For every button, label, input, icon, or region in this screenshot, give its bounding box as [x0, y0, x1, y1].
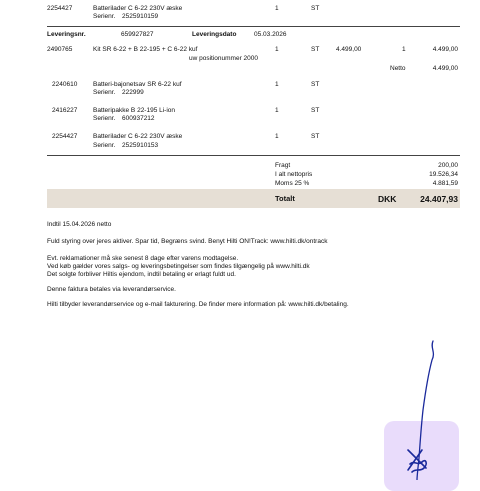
- serial-label: Serienr.: [93, 13, 116, 20]
- total-value: 24.407,93: [420, 194, 458, 204]
- payment-note: Denne faktura betales via leverandørservice.: [47, 286, 176, 293]
- terms-note: Ved køb gælder vores salgs- og leveringsbetingelser som findes tilgængelig på www.hilti.dk: [47, 263, 310, 270]
- payment-terms: Indtil 15.04.2026 netto: [47, 221, 112, 228]
- kit-description: Kit SR 6-22 + B 22-195 + C 6-22 kuf: [93, 46, 198, 53]
- item-qty: 1: [275, 5, 279, 12]
- sub-item-number: 2240610: [52, 81, 78, 88]
- kit-number: 2490765: [47, 46, 73, 53]
- currency-label: DKK: [378, 194, 397, 204]
- serial-number: 2525910159: [122, 13, 159, 20]
- fragt-value: 200,00: [438, 162, 458, 169]
- sub-item-qty: 1: [275, 133, 279, 140]
- delivery-nr-label: Leveringsnr.: [47, 31, 86, 38]
- sub-item-description: Batterilader C 6-22 230V æske: [93, 133, 183, 140]
- netto-label: Netto: [390, 65, 406, 72]
- sub-item-number: 2416227: [52, 107, 78, 114]
- sub-item-number: 2254427: [52, 133, 78, 140]
- sub-item-description: Batteripakke B 22-195 Li-ion: [93, 107, 176, 114]
- item-number: 2254427: [47, 5, 73, 12]
- serial-number: 222999: [122, 89, 144, 96]
- delivery-date: 05.03.2026: [254, 31, 287, 38]
- netto-total-label: I alt nettopris: [275, 171, 313, 178]
- moms-value: 4.881,59: [432, 180, 458, 187]
- kit-position: uw positionummer 2000: [189, 55, 259, 62]
- kit-qty-2: 1: [402, 46, 406, 53]
- total-label: Totalt: [275, 194, 295, 203]
- delivery-date-label: Leveringsdato: [192, 31, 237, 38]
- fragt-label: Fragt: [275, 162, 291, 169]
- serial-number: 2525910153: [122, 142, 159, 149]
- pen-signature-icon: [408, 450, 426, 472]
- serial-label: Serienr.: [93, 89, 116, 96]
- serial-label: Serienr.: [93, 142, 116, 149]
- moms-label: Moms 25 %: [275, 180, 310, 187]
- kit-price: 4.499,00: [336, 46, 362, 53]
- sub-item-description: Batteri-bajonetsav SR 6-22 kuf: [93, 81, 182, 88]
- sub-item-unit: ST: [311, 81, 320, 88]
- serial-label: Serienr.: [93, 115, 116, 122]
- netto-total-value: 19.526,34: [429, 171, 458, 178]
- kit-unit: ST: [311, 46, 320, 53]
- item-description: Batterilader C 6-22 230V æske: [93, 5, 183, 12]
- ownership-note: Det solgte forbliver Hiltis ejendom, indtil betaling er erlagt fuldt ud.: [47, 271, 236, 278]
- ontrack-note: Fuld styring over jeres aktiver. Spar tid, Begræns svind. Benyt Hilti ON!Track: www.hilti.dk/ontrack: [47, 238, 328, 245]
- sub-item-qty: 1: [275, 107, 279, 114]
- sub-item-unit: ST: [311, 133, 320, 140]
- delivery-nr: 659927827: [121, 31, 154, 38]
- kit-qty: 1: [275, 46, 279, 53]
- kit-total: 4.499,00: [432, 46, 458, 53]
- item-unit: ST: [311, 5, 320, 12]
- serial-number: 600937212: [122, 115, 155, 122]
- service-note: Hilti tilbyder leverandørservice og e-mail fakturering. De finder mere information på: www.hilti.dk/betaling.: [47, 301, 349, 308]
- sub-item-qty: 1: [275, 81, 279, 88]
- sub-item-unit: ST: [311, 107, 320, 114]
- signature-stroke: [417, 341, 433, 480]
- claims-note: Evt. reklamationer må ske senest 8 dage efter varens modtagelse.: [47, 255, 239, 262]
- netto-value: 4.499,00: [432, 65, 458, 72]
